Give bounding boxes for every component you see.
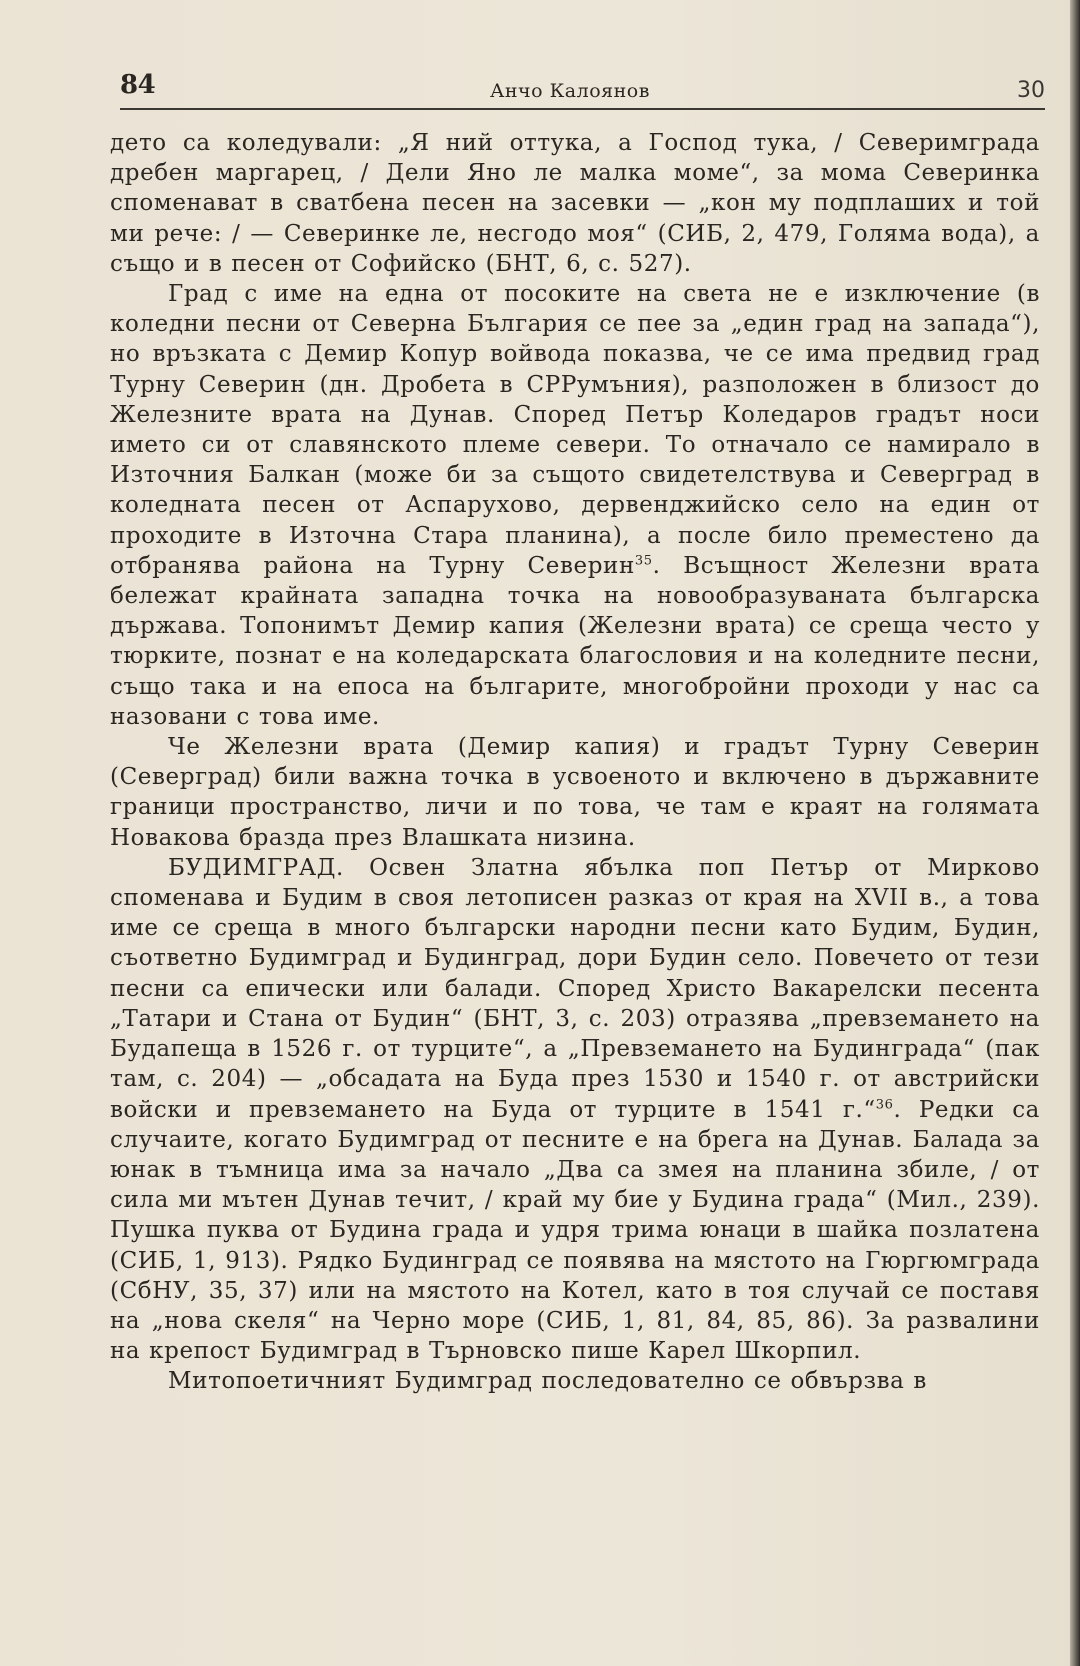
paragraph-text: Че Железни врата (Демир капия) и градът Турну Северин (Северград) били важна точка в усвоеното и включено в държавните граници пространство, личи и по това, че там е краят на голямата Новакова бразда през Влашката низина. [110,734,1040,851]
handwritten-corner-number: 30 [1017,78,1045,103]
paragraph [110,1366,1040,1396]
book-spine-shadow [1070,0,1080,1666]
paragraph-text: . Редки са случаите, когато Будимград от песните е на брега на Дунав. Балада за юнак в тъмница има за начало „Два са змея на планина збиле, / от сила ми мътен Дунав течит, / край му бие у Будина града“ (Мил., 239). Пушка пуква от Будина града и удря трима юнаци в шайка позлатена (СИБ, 1, 913). Рядко Будинград се появява на мястото на Гюргюмграда (СбНУ, 35, 37) или на мястото на Котел, като в тоя случай се поставя на „нова скеля“ на Черно море (СИБ, 1, 81, 84, 85, 86). За развалини на крепост Будимград в Търновско пише Карел Шкорпил. [110,1096,1040,1365]
paragraph [110,853,1040,1366]
body-text [110,128,1040,1397]
paragraph [110,732,1040,853]
footnote-ref: 35 [634,553,653,569]
footnote-ref: 36 [875,1096,894,1112]
paragraph-text: . Всъщност Железни врата бележат крайната западна точка на новообразуваната българска държава. Топонимът Демир капия (Железни врата) се среща често у тюрките, познат е на коледарската благословия и на коледните песни, също така и на епоса на българите, многобройни проходи у нас са назовани с това име. [110,552,1040,730]
paragraph-text: дето са коледували: „Я ний оттука, а Господ тука, / Северимграда дребен маргарец, / Дели Яно ле малка моме“, за мома Северинка споменават в сватбена песен на засевки — „кон му подплаших и той ми рече: / — Северинке ле, несгодо моя“ (СИБ, 2, 479, Голяма вода), а също и в песен от Софийско (БНТ, 6, с. 527). [110,130,1040,277]
paragraph [110,128,1040,279]
header-rule [120,108,1045,110]
running-title: Анчо Калоянов [490,80,650,102]
page-header [120,70,1045,110]
paragraph-text: Град с име на една от посоките на света не е изключение (в коледни песни от Северна България се пее за „един град на запада“), но връзката с Демир Копур войвода показва, че се има предвид град Турну Северин (дн. Дробета в СРРумъния), разположен в близост до Железните врата на Дунав. Според Петър Коледаров градът носи името си от славянското племе севери. То отначало се намирало в Източния Балкан (може би за същото свидетелствува и Северград в коледната песен от Аспарухово, дервенджийско село на един от проходите в Източна Стара планина), а после било преместено да отбранява района на Турну Северин [110,281,1040,579]
paragraph-text: БУДИМГРАД. Освен Златна ябълка поп Петър от Мирково споменава и Будим в своя летописен разказ от края на XVII в., а това име се среща в много български народни песни като Будим, Будин, съответно Будимград и Будинград, дори Будин село. Повечето от тези песни са епически или балади. Според Христо Вакарелски песента „Татари и Стана от Будин“ (БНТ, 3, с. 203) отразява „превземането на Будапеща в 1526 г. от турците“, а „Превземането на Будинграда“ (пак там, с. 204) — „обсадата на Буда през 1530 и 1540 г. от австрийски войски и превземането на Буда от турците в 1541 г.“ [110,854,1040,1123]
paragraph [110,279,1040,732]
page-number: 84 [120,70,156,100]
paragraph-text: Митопоетичният Будимград последователно се обвързва в [168,1368,927,1395]
